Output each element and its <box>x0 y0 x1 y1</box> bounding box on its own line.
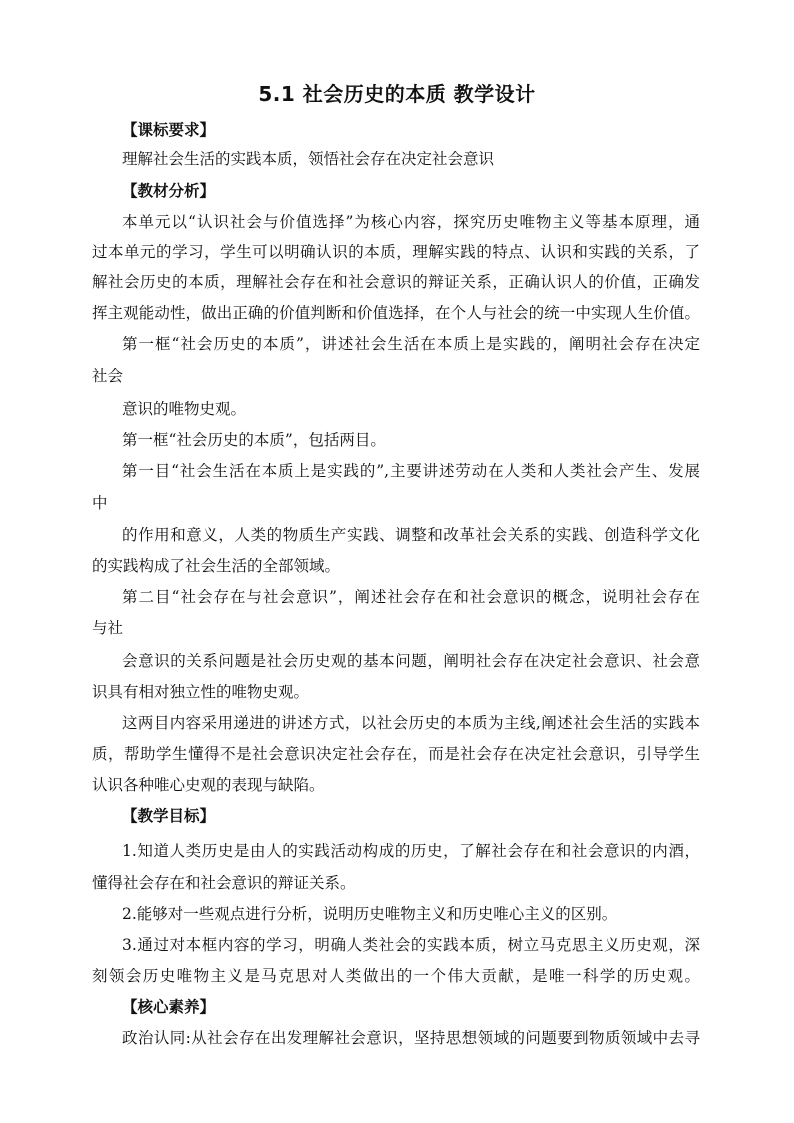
textbook-paragraph-line: 第一目“社会生活在本质上是实践的”,主要讲述劳动在人类和人类社会产生、发展 <box>122 462 700 480</box>
textbook-paragraph-line: 解社会历史的本质，理解社会存在和社会意识的辩证关系，正确认识人的价值，正确发 <box>92 273 700 291</box>
textbook-paragraph-line: 的实践构成了社会生活的全部领域。 <box>92 557 341 575</box>
textbook-paragraph-line: 与社 <box>92 619 124 637</box>
textbook-paragraph-line: 的作用和意义，人类的物质生产实践、调整和改革社会关系的实践、创造科学文化 <box>122 526 700 544</box>
textbook-paragraph-line: 第二目“社会存在与社会意识”，阐述社会存在和社会意识的概念，说明社会存在 <box>122 588 700 606</box>
textbook-paragraph-line: 第一框“社会历史的本质”，讲述社会生活在本质上是实践的，阐明社会存在决定 <box>122 335 700 353</box>
objectives-line: 1.知道人类历史是由人的实践活动构成的历史，了解社会存在和社会意识的内酒， <box>122 842 700 860</box>
objectives-line: 懂得社会存在和社会意识的辩证关系。 <box>92 874 356 892</box>
textbook-paragraph-line: 识具有相对独立性的唯物史观。 <box>92 683 310 701</box>
textbook-paragraph-line: 社会 <box>92 367 124 385</box>
textbook-paragraph-line: 质，帮助学生懂得不是社会意识决定社会存在，而是社会存在决定社会意识，引导学生 <box>92 745 700 763</box>
objectives-line: 2.能够对一些观点进行分析，说明历史唯物主义和历史唯心主义的区别。 <box>122 905 618 923</box>
textbook-paragraph-line: 认识各种唯心史观的表现与缺陷。 <box>92 776 325 794</box>
textbook-paragraph-line: 挥主观能动性，做出正确的价值判断和价值选择，在个人与社会的统一中实现人生价值。 <box>92 304 700 322</box>
textbook-heading: 【教材分析】 <box>122 182 216 200</box>
objectives-line: 3.通过对本框内容的学习，明确人类社会的实践本质，树立马克思主义历史观，深 <box>122 936 700 954</box>
curriculum-heading: 【课标要求】 <box>122 121 216 139</box>
document-title: 5.1 社会历史的本质 教学设计 <box>258 82 536 106</box>
curriculum-text: 理解社会生活的实践本质，领悟社会存在决定社会意识 <box>122 150 495 168</box>
textbook-paragraph-line: 第一框“社会历史的本质”，包括两目。 <box>122 431 386 449</box>
textbook-paragraph-line: 本单元以“认识社会与价值选择”为核心内容，探究历史唯物主义等基本原理，通 <box>122 213 700 231</box>
textbook-paragraph-line: 中 <box>92 494 108 512</box>
textbook-paragraph-line: 会意识的关系问题是社会历史观的基本问题，阐明社会存在决定社会意识、社会意 <box>122 652 700 670</box>
literacy-heading: 【核心素养】 <box>122 998 216 1016</box>
objectives-heading: 【教学目标】 <box>122 807 216 825</box>
textbook-paragraph-line: 意识的唯物史观。 <box>122 400 247 418</box>
textbook-paragraph-line: 这两目内容采用递进的讲述方式，以社会历史的本质为主线,阐述社会生活的实践本 <box>122 714 700 732</box>
objectives-line: 刻领会历史唯物主义是马克思对人类做出的一个伟大贡献，是唯一科学的历史观。 <box>92 967 700 985</box>
literacy-line: 政治认同:从社会存在出发理解社会意识，坚持思想领域的问题要到物质领域中去寻 <box>122 1029 700 1047</box>
textbook-paragraph-line: 过本单元的学习，学生可以明确认识的本质，理解实践的特点、认识和实践的关系，了 <box>92 243 700 261</box>
